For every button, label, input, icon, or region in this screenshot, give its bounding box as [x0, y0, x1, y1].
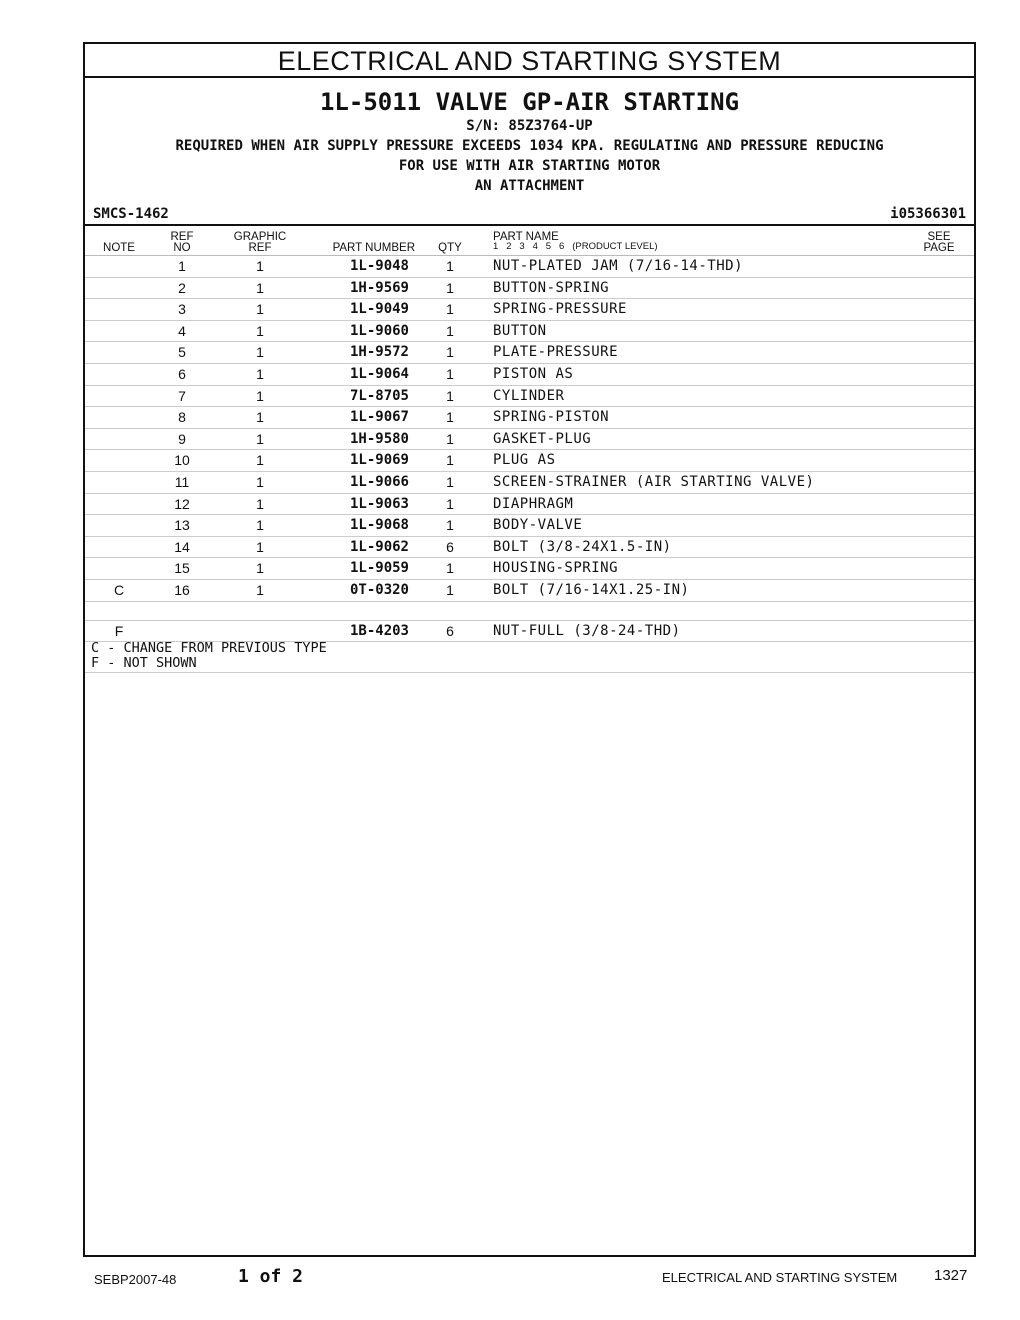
legend-line: F - NOT SHOWN — [91, 655, 197, 671]
table-row — [85, 299, 974, 321]
part-number-cell: 1L-9048 — [349, 258, 409, 274]
qty-cell: 1 — [446, 560, 454, 577]
column-header-note: NOTE — [103, 242, 135, 254]
note-cell: F — [114, 622, 124, 639]
part-name-cell: SCREEN-STRAINER (AIR STARTING VALVE) — [493, 473, 815, 490]
ref-no-cell: 14 — [174, 538, 190, 555]
part-name-cell: PISTON AS — [493, 365, 574, 382]
column-header-qty: QTY — [438, 242, 462, 254]
requirement-line: REQUIRED WHEN AIR SUPPLY PRESSURE EXCEEDS 1034 KPA. REGULATING AND PRESSURE REDUCING — [175, 138, 884, 154]
part-number-cell: 1L-9059 — [349, 560, 409, 577]
qty-cell: 1 — [446, 322, 454, 339]
part-number-cell: 1L-9064 — [349, 365, 409, 382]
note-cell: C — [113, 581, 125, 598]
ref-no-cell: 1 — [178, 258, 186, 274]
qty-cell: 1 — [446, 409, 454, 426]
graphic-ref-cell: 1 — [256, 538, 264, 555]
table-row — [85, 450, 974, 472]
parts-table — [85, 256, 974, 642]
ref-no-cell: 6 — [178, 365, 186, 382]
ref-no-cell: 5 — [178, 344, 186, 361]
footer-doc-number: SEBP2007-48 — [94, 1272, 177, 1287]
qty-cell: 1 — [446, 365, 454, 382]
part-name-cell: BOLT (3/8-24X1.5-IN) — [493, 538, 672, 555]
graphic-ref-cell: 1 — [256, 258, 264, 274]
qty-cell: 1 — [446, 258, 454, 274]
qty-cell: 1 — [446, 430, 454, 447]
table-row — [85, 321, 974, 343]
ref-no-cell: 3 — [178, 301, 186, 318]
table-row — [85, 407, 974, 429]
ref-no-cell: 8 — [178, 409, 186, 426]
table-row — [85, 558, 974, 580]
table-spacer-row — [85, 602, 974, 621]
smcs-code: SMCS-1462 — [93, 206, 169, 222]
graphic-ref-cell: 1 — [256, 430, 264, 447]
column-header-ref-top: REF — [170, 231, 194, 243]
table-row — [85, 472, 974, 494]
qty-cell: 1 — [446, 517, 454, 534]
ref-no-cell: 12 — [174, 495, 190, 512]
qty-cell: 6 — [446, 538, 454, 555]
qty-cell: 1 — [446, 279, 454, 296]
part-number-cell: 1L-9062 — [349, 538, 409, 555]
table-row — [85, 364, 974, 386]
part-number-cell: 1H-9580 — [349, 430, 409, 447]
graphic-ref-cell: 1 — [256, 581, 264, 598]
part-name-cell: GASKET-PLUG — [493, 430, 592, 447]
table-row — [85, 580, 974, 602]
requirement-line: AN ATTACHMENT — [474, 178, 585, 194]
requirement-line: FOR USE WITH AIR STARTING MOTOR — [398, 158, 661, 174]
column-header-graphic-bottom: REF — [248, 242, 272, 254]
graphic-ref-cell: 1 — [256, 365, 264, 382]
illustration-id: i05366301 — [890, 206, 966, 222]
footer-section: ELECTRICAL AND STARTING SYSTEM — [662, 1270, 898, 1285]
part-name-cell: NUT-PLATED JAM (7/16-14-THD) — [493, 258, 744, 274]
column-header-part-name: PART NAME — [493, 231, 559, 243]
page-frame — [83, 42, 976, 1257]
graphic-ref-cell: 1 — [256, 409, 264, 426]
legend-underline — [85, 672, 974, 673]
part-number-cell: 1L-9068 — [349, 517, 409, 534]
part-name-cell: SPRING-PRESSURE — [493, 301, 627, 318]
qty-cell: 1 — [446, 301, 454, 318]
ref-no-cell: 15 — [174, 560, 190, 577]
part-number-cell: 1L-9060 — [349, 322, 409, 339]
part-name-cell: NUT-FULL (3/8-24-THD) — [493, 622, 681, 639]
part-number-cell: 1L-9066 — [349, 473, 409, 490]
graphic-ref-cell: 1 — [256, 344, 264, 361]
part-number-cell: 7L-8705 — [349, 387, 409, 404]
ref-no-cell: 9 — [178, 430, 186, 447]
ref-no-cell: 2 — [178, 279, 186, 296]
part-number-cell: 1L-9063 — [349, 495, 409, 512]
part-number-cell: 1L-9067 — [349, 409, 409, 426]
graphic-ref-cell: 1 — [256, 517, 264, 534]
ref-no-cell: 16 — [174, 581, 190, 598]
column-header-graphic-top: GRAPHIC — [233, 231, 287, 243]
part-number-cell: 1H-9572 — [349, 344, 409, 361]
footer-page-of: 1 of 2 — [238, 1266, 304, 1287]
table-row — [85, 621, 974, 643]
ref-no-cell: 10 — [174, 452, 190, 469]
qty-cell: 1 — [446, 452, 454, 469]
graphic-ref-cell: 1 — [256, 495, 264, 512]
part-name-cell: BODY-VALVE — [493, 517, 583, 534]
table-row — [85, 537, 974, 559]
table-row — [85, 515, 974, 537]
graphic-ref-cell: 1 — [256, 560, 264, 577]
qty-cell: 6 — [446, 622, 454, 639]
table-row — [85, 278, 974, 300]
graphic-ref-cell: 1 — [256, 452, 264, 469]
header-divider — [85, 224, 974, 226]
part-name-cell: PLUG AS — [493, 452, 556, 469]
footer-page-number: 1327 — [934, 1267, 968, 1284]
ref-no-cell: 11 — [174, 473, 190, 490]
table-row — [85, 386, 974, 408]
part-name-cell: SPRING-PISTON — [493, 409, 610, 426]
part-title: 1L-5011 VALVE GP-AIR STARTING — [319, 88, 740, 116]
section-title: ELECTRICAL AND STARTING SYSTEM — [85, 44, 974, 78]
table-row — [85, 429, 974, 451]
column-header-part-number: PART NUMBER — [332, 242, 415, 254]
part-number-cell: 0T-0320 — [349, 581, 409, 598]
column-header-ref-bottom: NO — [173, 242, 191, 254]
qty-cell: 1 — [446, 495, 454, 512]
qty-cell: 1 — [446, 344, 454, 361]
part-number-cell: 1H-9569 — [349, 279, 409, 296]
part-name-cell: CYLINDER — [493, 387, 565, 404]
part-number-cell: 1B-4203 — [349, 622, 409, 639]
table-row — [85, 256, 974, 278]
qty-cell: 1 — [446, 581, 454, 598]
graphic-ref-cell: 1 — [256, 473, 264, 490]
qty-cell: 1 — [446, 387, 454, 404]
part-name-cell: BUTTON-SPRING — [493, 279, 610, 296]
table-row — [85, 342, 974, 364]
column-header-product-level: 1 2 3 4 5 6 (PRODUCT LEVEL) — [493, 241, 658, 252]
serial-number: S/N: 85Z3764-UP — [466, 118, 593, 134]
part-name-cell: PLATE-PRESSURE — [493, 344, 619, 361]
part-name-cell: BUTTON — [493, 322, 547, 339]
ref-no-cell: 7 — [178, 387, 186, 404]
part-name-cell: BOLT (7/16-14X1.25-IN) — [493, 581, 690, 598]
part-number-cell: 1L-9069 — [349, 452, 409, 469]
part-name-cell: HOUSING-SPRING — [493, 560, 619, 577]
graphic-ref-cell: 1 — [256, 279, 264, 296]
legend — [91, 641, 327, 671]
column-header-see-top: SEE — [927, 231, 951, 243]
graphic-ref-cell: 1 — [256, 387, 264, 404]
part-number-cell: 1L-9049 — [349, 301, 409, 318]
ref-no-cell: 4 — [178, 322, 186, 339]
qty-cell: 1 — [446, 473, 454, 490]
graphic-ref-cell: 1 — [256, 301, 264, 318]
column-header-see-bottom: PAGE — [923, 242, 955, 254]
legend-line: C - CHANGE FROM PREVIOUS TYPE — [91, 640, 327, 656]
ref-no-cell: 13 — [174, 517, 190, 534]
part-name-cell: DIAPHRAGM — [493, 495, 574, 512]
graphic-ref-cell: 1 — [256, 322, 264, 339]
table-row — [85, 494, 974, 516]
